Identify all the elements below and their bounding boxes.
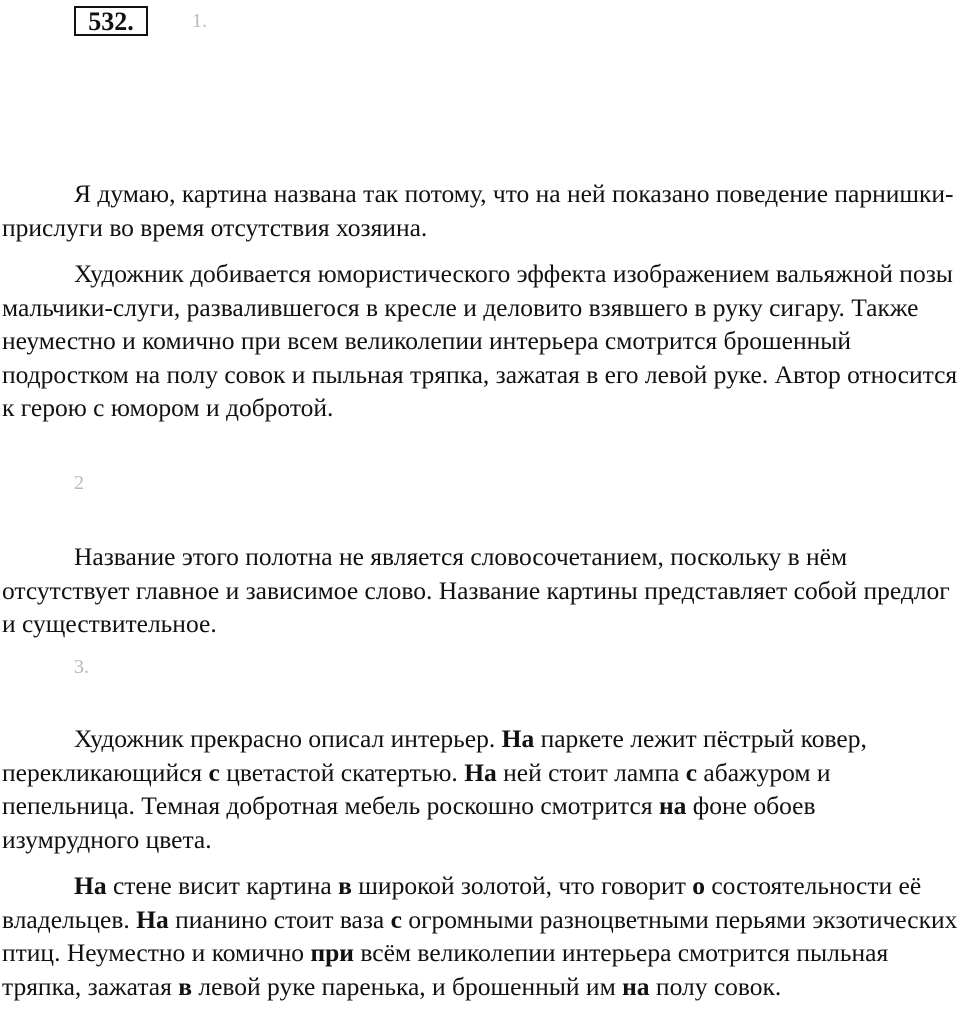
text-run: ней стоит лампа: [496, 757, 686, 787]
text-run: огромными разноцветными перьями экзотических птиц. Неуместно и комично: [2, 904, 958, 967]
text-run: всём великолепии интерьера смотрится пыльная тряпка, зажатая: [2, 938, 889, 1001]
section-3-paragraph-2: [2, 869, 958, 1003]
text-run: состоятельности её владельцев.: [2, 871, 922, 934]
text-run: абажуром и пепельница. Темная добротная мебель роскошно смотрится: [2, 757, 831, 820]
emphasized-preposition: в: [178, 971, 192, 1001]
emphasized-preposition: На: [136, 904, 169, 934]
exercise-number-box: 532.: [74, 6, 148, 36]
text-run: стене висит картина: [106, 871, 339, 900]
emphasized-preposition: с: [390, 904, 402, 934]
emphasized-preposition: на: [658, 791, 687, 820]
emphasized-preposition: с: [208, 757, 220, 787]
emphasized-preposition: На: [464, 757, 497, 787]
text-run: полу совок.: [649, 971, 782, 1001]
emphasized-preposition: при: [310, 938, 355, 967]
section-1-paragraph-2: Художник добивается юмористического эффекта изображением вальяжной позы мальчики-слуги, развалившегося в кресле и деловито взявшего в руку сигару. Также неуместно и комично при всем великолепии интерьера смотрится брошенный подростком на полу совок и пыльная тряпка, зажатая в его левой руке. Автор относится к герою с юмором и добротой.: [2, 259, 958, 422]
text-run: пианино стоит ваза: [168, 904, 391, 934]
text-run: широкой золотой, что говорит: [351, 871, 693, 900]
section-2-paragraph-1: Название этого полотна не является словосочетанием, поскольку в нём отсутствует главное и зависимое слово. Название картины представляет собой предлог и существительное.: [2, 542, 950, 638]
emphasized-preposition: с: [685, 757, 698, 787]
text-run: паркете лежит пёстрый ковер, перекликающийся: [2, 724, 867, 787]
emphasized-preposition: в: [338, 871, 352, 900]
section-marker-2: 2: [74, 472, 84, 494]
section-marker-3: 3.: [74, 656, 89, 678]
section-1-paragraph-1: Я думаю, картина названа так потому, что на ней показано поведение парнишки-прислуги во время отсутствия хозяина.: [2, 179, 954, 242]
section-3-paragraph-1: [2, 722, 958, 856]
emphasized-preposition: На: [501, 724, 535, 753]
section-2: [2, 540, 958, 641]
text-run: фоне обоев изумрудного цвета.: [2, 791, 816, 854]
emphasized-preposition: На: [74, 871, 107, 900]
text-run: левой руке паренька, и брошенный им: [191, 971, 623, 1001]
section-3: [2, 722, 958, 1003]
emphasized-preposition: о: [692, 871, 705, 900]
text-run: цветастой скатертью.: [219, 757, 465, 787]
section-1: [2, 177, 958, 425]
section-marker-1: 1.: [192, 10, 207, 32]
text-run: Художник прекрасно описал интерьер.: [74, 724, 502, 753]
emphasized-preposition: на: [622, 971, 650, 1001]
